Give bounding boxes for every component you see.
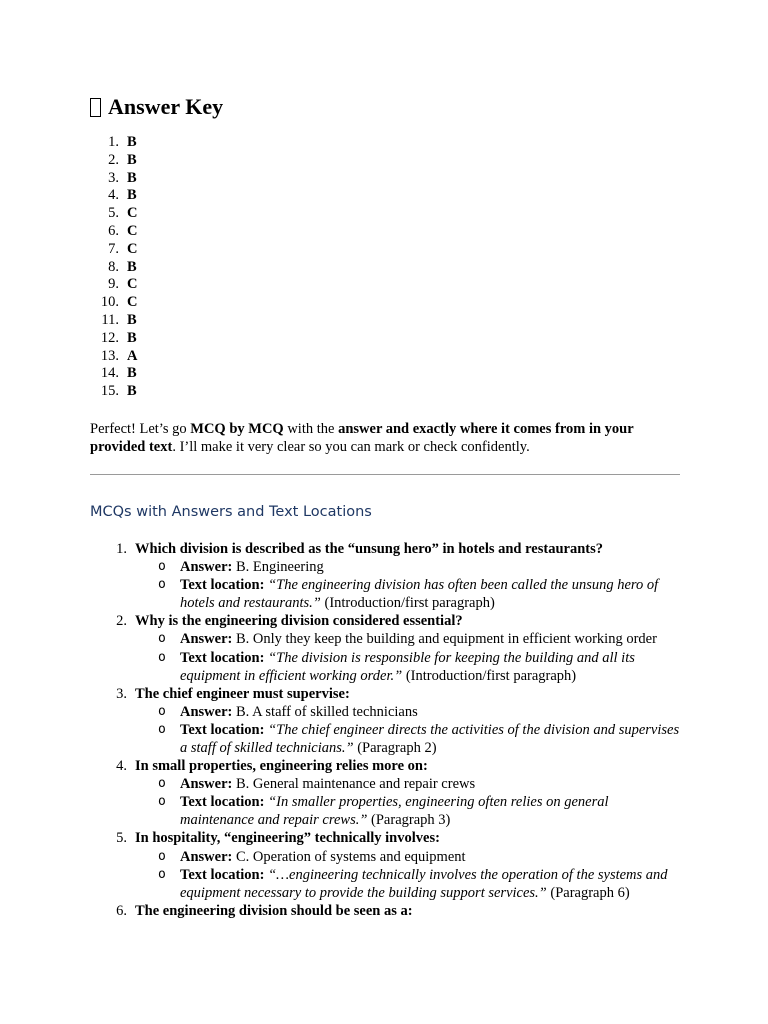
answer-key-item: 2. B	[108, 151, 137, 168]
answer-key-item: 1. B	[108, 134, 137, 150]
section-heading: MCQs with Answers and Text Locations	[90, 503, 372, 520]
mcq-question: Why is the engineering division considered essential?	[135, 613, 463, 630]
answer-key-item: 4. B	[108, 187, 137, 204]
answer-key-list	[90, 134, 680, 401]
answer-key-item: 7. C	[108, 240, 138, 257]
answer-key-heading	[90, 91, 680, 123]
mcq-question: The engineering division should be seen as a:	[135, 902, 413, 919]
mcq-text-location: o Text location: “The engineering division has often been called the unsung hero of hotels and restaurants.” (Introduction/first paragraph)	[158, 577, 659, 612]
mcq-question: Which division is described as the “unsung hero” in hotels and restaurants?	[135, 540, 603, 557]
answer-key-item: 10. C	[100, 294, 138, 311]
bullet-icon: o	[158, 577, 166, 593]
mcq-answer: o Answer: B. Only they keep the building and equipment in efficient working order	[158, 631, 657, 648]
intro-paragraph: Perfect! Let’s go MCQ by MCQ with the answer and exactly where it comes from in your provided text. I’ll make it very clear so you can mark or check confidently.	[90, 420, 634, 455]
mcq-item: 4. In small properties, engineering relies more on: o Answer: B. General maintenance and repair crews o Text location: “In smaller properties, engineering often relies on general maintenance and repair crews.” (Paragraph 3)	[90, 757, 680, 829]
bullet-icon: o	[158, 866, 166, 882]
mcq-answer: o Answer: B. General maintenance and repair crews	[158, 776, 476, 793]
mcq-answer: o Answer: C. Operation of systems and equipment	[158, 848, 466, 865]
answer-key-item: 12. B	[100, 329, 137, 346]
bullet-icon: o	[158, 559, 166, 575]
mcq-item: 1. Which division is described as the “unsung hero” in hotels and restaurants? o Answer: B. Engineering o Text location: “The engineering division has often been called the unsung hero of hotels and restaurants.” (Introduction/first paragraph)	[90, 540, 680, 612]
answer-key-item: 11. B	[101, 311, 137, 328]
document-content	[90, 91, 680, 920]
answer-key-item: 6. C	[108, 222, 138, 239]
answer-key-item: 5. C	[108, 205, 138, 222]
mcq-item: 3. The chief engineer must supervise: o Answer: B. A staff of skilled technicians o Text location: “The chief engineer directs the activities of the division and supervises a staff of skilled technicians.” (Paragraph 2)	[116, 685, 680, 756]
answer-key-title: Answer Key	[108, 94, 224, 119]
mcq-answer: o Answer: B. Engineering	[158, 559, 324, 576]
bullet-icon: o	[158, 649, 166, 665]
answer-key-item: 13. A	[100, 347, 138, 364]
mcq-text-location: o Text location: “…engineering technically involves the operation of the systems and equipment necessary to provide the building support services.” (Paragraph 6)	[158, 866, 668, 901]
bullet-icon: o	[158, 631, 166, 647]
mcq-question: The chief engineer must supervise:	[135, 685, 350, 702]
answer-key-item: 15. B	[100, 383, 137, 400]
mcq-text-location: o Text location: “The division is responsible for keeping the building and all its equipment in efficient working order.” (Introduction/first paragraph)	[158, 649, 635, 684]
bullet-icon: o	[158, 794, 166, 810]
mcq-item: 2. Why is the engineering division considered essential? o Answer: B. Only they keep the building and equipment in efficient working order o Text location: “The division is responsible for keeping the building and all its equipment in efficient working order.” (Introduction/first paragraph)	[90, 612, 680, 684]
mcq-text-location: o Text location: “The chief engineer directs the activities of the division and supervises a staff of skilled technicians.” (Paragraph 2)	[158, 721, 680, 756]
mcq-item: 6. The engineering division should be seen as a:	[116, 902, 413, 919]
answer-key-item: 3. B	[108, 169, 137, 186]
bullet-icon: o	[158, 703, 166, 719]
missing-glyph-icon	[90, 98, 101, 117]
answer-key-item: 8. B	[108, 258, 137, 275]
bullet-icon: o	[158, 721, 166, 737]
bullet-icon: o	[158, 776, 166, 792]
mcq-answer: o Answer: B. A staff of skilled technicians	[158, 703, 418, 720]
mcq-text-location: o Text location: “In smaller properties, engineering often relies on general maintenance and repair crews.” (Paragraph 3)	[158, 794, 609, 829]
mcq-item: 5. In hospitality, “engineering” technically involves: o Answer: C. Operation of systems and equipment o Text location: “…engineering technically involves the operation of the systems and equipment necessary to provide the building support services.” (Paragraph 6)	[90, 829, 680, 901]
answer-key-item: 9. C	[108, 276, 138, 293]
mcq-question: In small properties, engineering relies more on:	[135, 758, 428, 775]
mcq-list	[90, 540, 680, 920]
answer-key-item: 14. B	[100, 365, 137, 382]
horizontal-divider	[90, 474, 680, 475]
bullet-icon: o	[158, 848, 166, 864]
mcq-question: In hospitality, “engineering” technically involves:	[135, 830, 440, 847]
